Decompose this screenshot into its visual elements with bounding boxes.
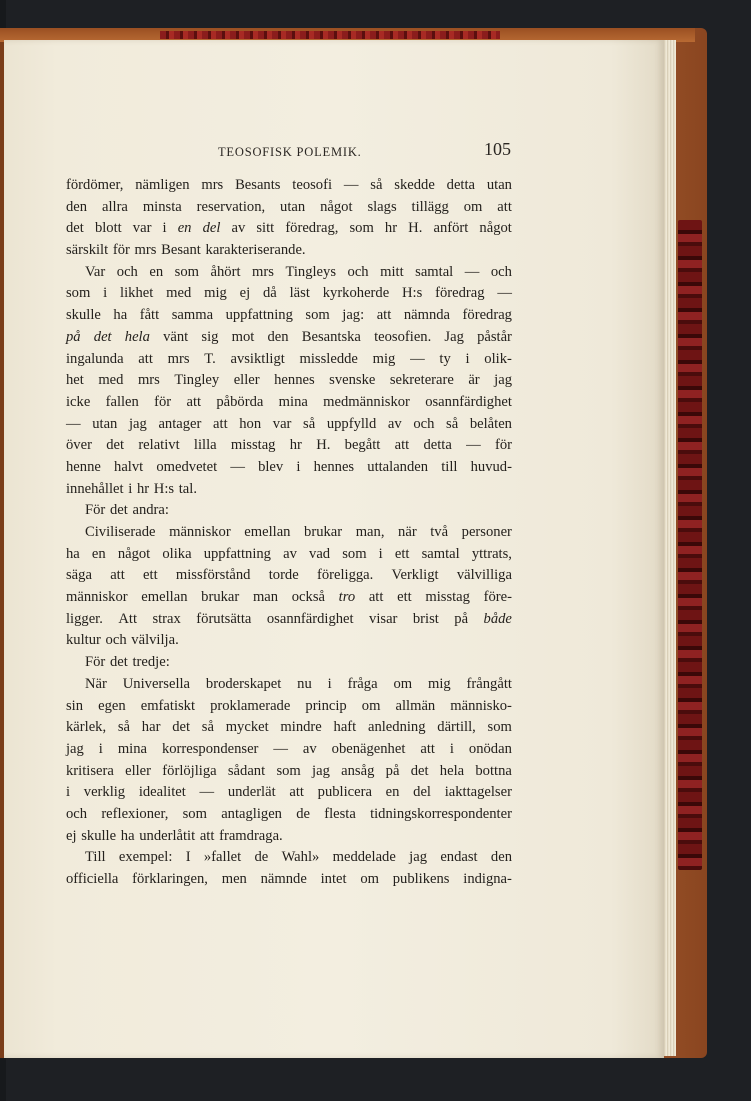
cover-decorative-stripe [160,31,500,39]
text-line: i verklig idealitet — underlät att publicera en del iakttagelser [66,784,512,801]
text-line: den allra minsta reservation, utan något slags tillägg om att [66,198,512,215]
text-line: Var och en som åhört mrs Tingleys och mitt samtal — och [85,263,512,280]
page-number: 105 [484,139,511,159]
text-line: ingalunda att mrs T. avsiktligt missledde mig — ty i olik- [66,350,512,367]
text-line: kultur och välvilja. [66,632,179,649]
text-line: säga att ett missförstånd torde föreligga. Verkligt välvilliga [66,567,512,584]
text-line: När Universella broderskapet nu i fråga om mig frångått [85,675,512,692]
text-line: ligger. Att strax förutsätta osannfärdighet visar brist på både [66,610,512,627]
text-line: på det hela vänt sig mot den Besantska teosofien. Jag påstår [66,328,512,345]
text-line: över det relativt lilla misstag hr H. begått att detta — för [66,437,512,454]
text-line: innehållet i hr H:s tal. [66,480,197,497]
text-line: — utan jag antager att hon var så uppfylld av och så belåten [66,415,512,432]
text-line: kritisera eller förlöjliga sådant som jag ansåg på det hela bottna [66,762,512,779]
text-line: het med mrs Tingley eller hennes svenske sekreterare är jag [66,372,512,389]
text-line: fördömer, nämligen mrs Besants teosofi — så skedde detta utan [66,177,512,193]
text-line: Civiliserade människor emellan brukar man, när två personer [85,524,512,540]
text-line: icke fallen för att påbörda mina medmänniskor osannfärdighet [66,393,512,410]
text-line: och reflexioner, som antagligen de flesta tidningskorrespondenter [66,805,512,822]
text-line: sin egen emfatiskt proklamerade princip om allmän människo- [66,697,512,714]
body-text [66,175,512,891]
spine-marbled-edge [678,220,702,870]
text-line: För det tredje: [85,654,170,671]
running-head: TEOSOFISK POLEMIK. [218,145,362,159]
text-line: människor emellan brukar man också tro att ett misstag före- [66,589,512,606]
text-line: jag i mina korrespondenser — av obenägenhet att i onödan [66,740,512,757]
text-line: skulle ha fått samma uppfattning som jag: att nämnda föredrag [66,307,512,324]
text-line: ha en något olika uppfattning av vad som i ett samtal yttrats, [66,545,512,562]
page-header [0,139,660,169]
text-line: kärlek, så har det så mycket mindre haft anledning därtill, som [66,719,512,736]
text-line: särskilt för mrs Besant karakteriserande. [66,242,306,259]
text-line: Till exempel: I »fallet de Wahl» meddelade jag endast den [85,849,512,866]
text-line: officiella förklaringen, men nämnde intet om publikens indigna- [66,871,512,887]
text-line: det blott var i en del av sitt föredrag, som hr H. anfört något [66,220,512,237]
text-line: ej skulle ha underlåtit att framdraga. [66,827,283,844]
text-line: För det andra: [85,502,169,519]
text-line: henne halvt omedvetet — blev i hennes uttalanden till huvud- [66,458,512,475]
text-line: som i likhet med mig ej då läst kyrkoherde H:s föredrag — [66,285,512,302]
